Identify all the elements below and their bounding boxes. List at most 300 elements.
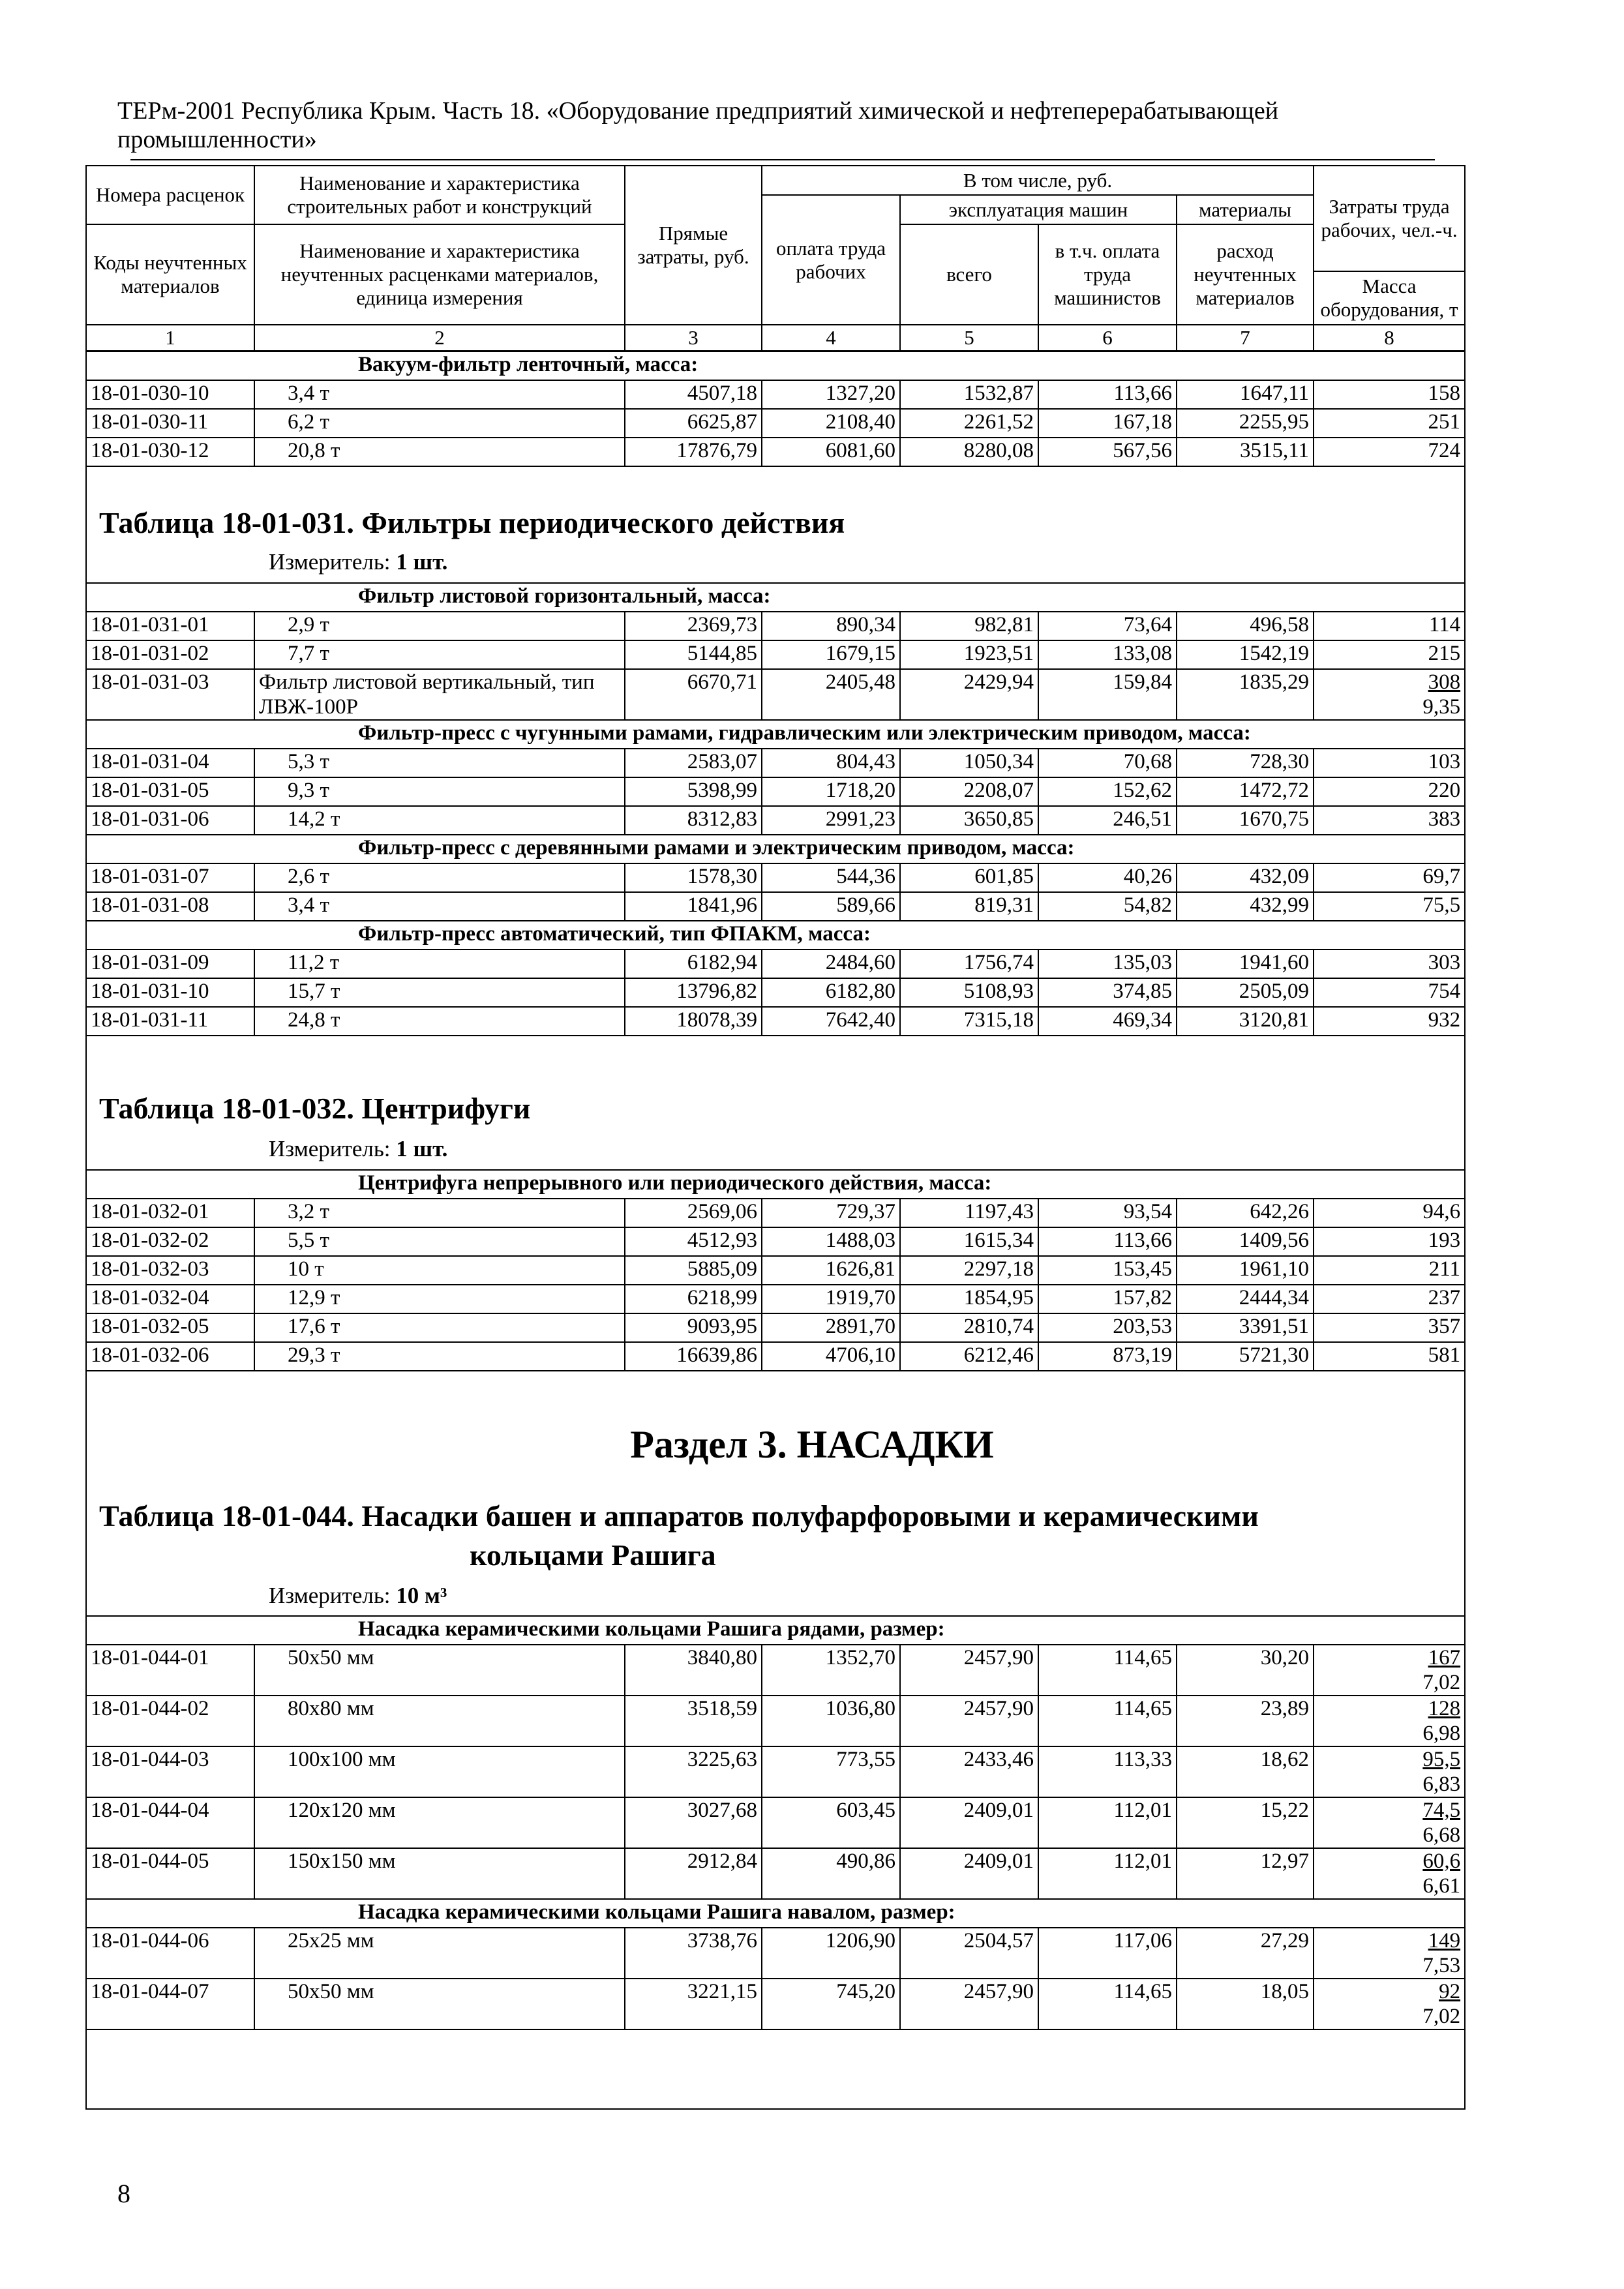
table-031-measure <box>269 548 447 576</box>
row-labor: 6182,80 <box>762 978 900 1007</box>
row-machines: 1050,34 <box>900 749 1038 777</box>
row-materials: 18,05 <box>1177 1979 1314 2029</box>
row-labor: 1352,70 <box>762 1645 900 1696</box>
col8-header-bottom: Масса оборудования, т <box>1314 271 1465 325</box>
row-machinists: 203,53 <box>1038 1313 1177 1342</box>
row-machines: 3650,85 <box>900 806 1038 835</box>
row-code: 18-01-032-01 <box>86 1199 254 1227</box>
group-row: Насадка керамическими кольцами Рашига навалом, размер: <box>86 1899 1465 1928</box>
row-code: 18-01-044-01 <box>86 1645 254 1696</box>
row-mass: 6,61 <box>1422 1874 1461 1898</box>
row-materials: 728,30 <box>1177 749 1314 777</box>
row-direct: 8312,83 <box>625 806 762 835</box>
row-materials: 1647,11 <box>1177 380 1314 409</box>
row-materials: 23,89 <box>1177 1696 1314 1746</box>
table-row <box>86 1342 1465 1371</box>
table-row <box>86 1256 1465 1285</box>
row-materials: 5721,30 <box>1177 1342 1314 1371</box>
row-code: 18-01-044-02 <box>86 1696 254 1746</box>
row-hours-mass <box>1314 669 1465 720</box>
row-machines: 2433,46 <box>900 1746 1038 1797</box>
row-code: 18-01-031-05 <box>86 777 254 806</box>
row-code: 18-01-032-03 <box>86 1256 254 1285</box>
row-hours: 237 <box>1314 1285 1465 1313</box>
row-direct: 13796,82 <box>625 978 762 1007</box>
table-row <box>86 777 1465 806</box>
row-direct: 3027,68 <box>625 1797 762 1848</box>
row-machinists: 117,06 <box>1038 1928 1177 1979</box>
materials-header: материалы <box>1177 195 1314 224</box>
row-labor: 745,20 <box>762 1979 900 2029</box>
row-machinists: 469,34 <box>1038 1007 1177 1036</box>
table-row <box>86 1848 1465 1899</box>
row-labor: 2891,70 <box>762 1313 900 1342</box>
row-hours: 581 <box>1314 1342 1465 1371</box>
row-materials: 1542,19 <box>1177 640 1314 669</box>
machines-header: эксплуатация машин <box>900 195 1177 224</box>
table-row <box>86 1313 1465 1342</box>
row-direct: 5885,09 <box>625 1256 762 1285</box>
row-labor: 1626,81 <box>762 1256 900 1285</box>
table-row <box>86 640 1465 669</box>
row-hours: 114 <box>1314 612 1465 640</box>
measure-value: 10 м³ <box>396 1583 447 1608</box>
row-code: 18-01-031-06 <box>86 806 254 835</box>
row-machines: 982,81 <box>900 612 1038 640</box>
table-row <box>86 1928 1465 1979</box>
col-number: 8 <box>1314 325 1465 351</box>
row-materials: 2255,95 <box>1177 409 1314 438</box>
row-materials: 432,99 <box>1177 892 1314 921</box>
row-hours-mass <box>1314 1848 1465 1899</box>
col-number: 2 <box>254 325 625 351</box>
row-materials: 2444,34 <box>1177 1285 1314 1313</box>
row-name: 9,3 т <box>254 777 625 806</box>
row-hours-mass <box>1314 1928 1465 1979</box>
row-machinists: 152,62 <box>1038 777 1177 806</box>
table-row <box>86 1199 1465 1227</box>
row-labor: 490,86 <box>762 1848 900 1899</box>
row-direct: 5398,99 <box>625 777 762 806</box>
row-materials: 496,58 <box>1177 612 1314 640</box>
table-044-title-line2: кольцами Рашига <box>470 1538 716 1572</box>
row-machinists: 873,19 <box>1038 1342 1177 1371</box>
row-machines: 6212,46 <box>900 1342 1038 1371</box>
col8-header-top: Затраты труда рабочих, чел.-ч. <box>1314 166 1465 271</box>
row-labor: 589,66 <box>762 892 900 921</box>
row-hours: 724 <box>1314 438 1465 466</box>
row-labor: 1919,70 <box>762 1285 900 1313</box>
header-rule <box>130 159 1435 160</box>
table-row <box>86 1746 1465 1797</box>
row-machinists: 135,03 <box>1038 950 1177 978</box>
row-machinists: 114,65 <box>1038 1979 1177 2029</box>
row-labor: 773,55 <box>762 1746 900 1797</box>
table-row <box>86 612 1465 640</box>
group-row: Центрифуга непрерывного или периодического действия, масса: <box>86 1170 1465 1199</box>
row-machines: 2457,90 <box>900 1696 1038 1746</box>
row-direct: 6218,99 <box>625 1285 762 1313</box>
row-code: 18-01-030-12 <box>86 438 254 466</box>
row-machinists: 73,64 <box>1038 612 1177 640</box>
row-labor: 804,43 <box>762 749 900 777</box>
measure-value: 1 шт. <box>396 1136 448 1161</box>
row-name: 29,3 т <box>254 1342 625 1371</box>
row-direct: 4512,93 <box>625 1227 762 1256</box>
row-hours: 75,5 <box>1314 892 1465 921</box>
row-hours: 95,5 <box>1422 1748 1461 1771</box>
row-direct: 3840,80 <box>625 1645 762 1696</box>
row-mass: 6,98 <box>1422 1722 1461 1745</box>
row-materials: 1961,10 <box>1177 1256 1314 1285</box>
row-code: 18-01-031-02 <box>86 640 254 669</box>
group-row: Вакуум-фильтр ленточный, масса: <box>86 352 1465 380</box>
measure-label: Измеритель: <box>269 1583 391 1608</box>
row-labor: 1036,80 <box>762 1696 900 1746</box>
row-machinists: 246,51 <box>1038 806 1177 835</box>
table-row <box>86 863 1465 892</box>
row-mass: 6,83 <box>1422 1773 1461 1796</box>
table-row <box>86 806 1465 835</box>
row-code: 18-01-031-09 <box>86 950 254 978</box>
row-code: 18-01-031-04 <box>86 749 254 777</box>
row-direct: 6625,87 <box>625 409 762 438</box>
row-machines: 1615,34 <box>900 1227 1038 1256</box>
row-hours: 932 <box>1314 1007 1465 1036</box>
row-direct: 3518,59 <box>625 1696 762 1746</box>
group-row: Фильтр-пресс с деревянными рамами и электрическим приводом, масса: <box>86 835 1465 863</box>
row-labor: 2405,48 <box>762 669 900 720</box>
section-title: Раздел 3. НАСАДКИ <box>630 1423 994 1466</box>
row-code: 18-01-030-11 <box>86 409 254 438</box>
measure-value: 1 шт. <box>396 549 448 575</box>
row-name: 100х100 мм <box>254 1746 625 1797</box>
row-name: 2,9 т <box>254 612 625 640</box>
row-machines: 7315,18 <box>900 1007 1038 1036</box>
row-labor: 6081,60 <box>762 438 900 466</box>
row-labor: 7642,40 <box>762 1007 900 1036</box>
row-machinists: 113,33 <box>1038 1746 1177 1797</box>
row-name: 12,9 т <box>254 1285 625 1313</box>
row-direct: 2583,07 <box>625 749 762 777</box>
row-mass: 7,02 <box>1422 2005 1461 2028</box>
row-code: 18-01-044-06 <box>86 1928 254 1979</box>
column-header-table <box>85 165 1466 352</box>
col2-header-top: Наименование и характеристика строительных работ и конструкций <box>254 166 625 224</box>
row-machines: 5108,93 <box>900 978 1038 1007</box>
row-hours: 158 <box>1314 380 1465 409</box>
row-materials: 432,09 <box>1177 863 1314 892</box>
row-materials: 642,26 <box>1177 1199 1314 1227</box>
row-direct: 1578,30 <box>625 863 762 892</box>
row-hours-mass <box>1314 1746 1465 1797</box>
row-materials: 1409,56 <box>1177 1227 1314 1256</box>
row-machines: 1756,74 <box>900 950 1038 978</box>
group-row: Насадка керамическими кольцами Рашига рядами, размер: <box>86 1616 1465 1645</box>
row-name: 5,5 т <box>254 1227 625 1256</box>
row-machinists: 112,01 <box>1038 1797 1177 1848</box>
row-machinists: 114,65 <box>1038 1645 1177 1696</box>
row-machinists: 374,85 <box>1038 978 1177 1007</box>
row-direct: 2369,73 <box>625 612 762 640</box>
table-row <box>86 892 1465 921</box>
row-hours: 251 <box>1314 409 1465 438</box>
row-machines: 2457,90 <box>900 1645 1038 1696</box>
table-031-title: Таблица 18-01-031. Фильтры периодического действия <box>99 506 845 539</box>
row-name: 5,3 т <box>254 749 625 777</box>
row-labor: 1206,90 <box>762 1928 900 1979</box>
row-code: 18-01-032-02 <box>86 1227 254 1256</box>
table-044-measure <box>269 1581 447 1610</box>
table-row <box>86 669 1465 720</box>
row-machinists: 70,68 <box>1038 749 1177 777</box>
row-code: 18-01-031-03 <box>86 669 254 720</box>
row-direct: 3221,15 <box>625 1979 762 2029</box>
row-code: 18-01-032-05 <box>86 1313 254 1342</box>
table-row <box>86 438 1465 466</box>
col-number: 5 <box>900 325 1038 351</box>
row-name: 15,7 т <box>254 978 625 1007</box>
row-direct: 6182,94 <box>625 950 762 978</box>
row-machinists: 157,82 <box>1038 1285 1177 1313</box>
row-machines: 1197,43 <box>900 1199 1038 1227</box>
row-labor: 603,45 <box>762 1797 900 1848</box>
row-direct: 16639,86 <box>625 1342 762 1371</box>
col-number: 6 <box>1038 325 1177 351</box>
table-row <box>86 1979 1465 2029</box>
row-hours: 74,5 <box>1422 1799 1461 1822</box>
row-hours: 149 <box>1428 1929 1461 1952</box>
row-hours: 103 <box>1314 749 1465 777</box>
row-name: 3,4 т <box>254 892 625 921</box>
row-name: 150х150 мм <box>254 1848 625 1899</box>
col-number: 1 <box>86 325 254 351</box>
row-materials: 15,22 <box>1177 1797 1314 1848</box>
row-labor: 1679,15 <box>762 640 900 669</box>
row-machinists: 54,82 <box>1038 892 1177 921</box>
row-machines: 2429,94 <box>900 669 1038 720</box>
row-direct: 5144,85 <box>625 640 762 669</box>
col2-header-bottom: Наименование и характеристика неучтенных расценками материалов, единица измерения <box>254 224 625 325</box>
row-machinists: 40,26 <box>1038 863 1177 892</box>
row-direct: 1841,96 <box>625 892 762 921</box>
table-row <box>86 978 1465 1007</box>
row-labor: 2108,40 <box>762 409 900 438</box>
table-row <box>86 950 1465 978</box>
row-materials: 27,29 <box>1177 1928 1314 1979</box>
row-machines: 2409,01 <box>900 1797 1038 1848</box>
col1-header-bottom: Коды неучтенных материалов <box>86 224 254 325</box>
row-materials: 3120,81 <box>1177 1007 1314 1036</box>
row-labor: 890,34 <box>762 612 900 640</box>
row-machines: 2409,01 <box>900 1848 1038 1899</box>
row-hours: 167 <box>1428 1646 1461 1669</box>
row-machinists: 167,18 <box>1038 409 1177 438</box>
row-machinists: 93,54 <box>1038 1199 1177 1227</box>
row-hours: 357 <box>1314 1313 1465 1342</box>
row-code: 18-01-032-04 <box>86 1285 254 1313</box>
table-row <box>86 1227 1465 1256</box>
including-header: В том числе, руб. <box>762 166 1314 195</box>
machines-total-header: всего <box>900 224 1038 325</box>
row-machines: 2504,57 <box>900 1928 1038 1979</box>
table-032-measure <box>269 1135 447 1163</box>
row-machines: 819,31 <box>900 892 1038 921</box>
table-032-title: Таблица 18-01-032. Центрифуги <box>99 1092 531 1125</box>
col-number: 4 <box>762 325 900 351</box>
table-row <box>86 749 1465 777</box>
table-row <box>86 1007 1465 1036</box>
row-code: 18-01-031-01 <box>86 612 254 640</box>
row-machines: 8280,08 <box>900 438 1038 466</box>
row-labor: 2484,60 <box>762 950 900 978</box>
row-materials: 1941,60 <box>1177 950 1314 978</box>
row-materials: 3391,51 <box>1177 1313 1314 1342</box>
row-machinists: 133,08 <box>1038 640 1177 669</box>
row-name: 17,6 т <box>254 1313 625 1342</box>
row-materials: 12,97 <box>1177 1848 1314 1899</box>
measure-label: Измеритель: <box>269 549 391 575</box>
row-direct: 4507,18 <box>625 380 762 409</box>
row-direct: 18078,39 <box>625 1007 762 1036</box>
row-materials: 1472,72 <box>1177 777 1314 806</box>
row-name: 6,2 т <box>254 409 625 438</box>
row-direct: 2569,06 <box>625 1199 762 1227</box>
row-machinists: 567,56 <box>1038 438 1177 466</box>
col3-header: Прямые затраты, руб. <box>625 166 762 325</box>
row-hours: 303 <box>1314 950 1465 978</box>
group-row: Фильтр-пресс автоматический, тип ФПАКМ, масса: <box>86 921 1465 950</box>
row-materials: 3515,11 <box>1177 438 1314 466</box>
measure-label: Измеритель: <box>269 1136 391 1161</box>
col-number: 7 <box>1177 325 1314 351</box>
row-hours: 754 <box>1314 978 1465 1007</box>
row-code: 18-01-032-06 <box>86 1342 254 1371</box>
row-machinists: 112,01 <box>1038 1848 1177 1899</box>
table-032-body <box>85 1169 1466 1371</box>
row-materials: 2505,09 <box>1177 978 1314 1007</box>
row-hours: 69,7 <box>1314 863 1465 892</box>
row-name: 24,8 т <box>254 1007 625 1036</box>
row-name: 7,7 т <box>254 640 625 669</box>
row-code: 18-01-044-07 <box>86 1979 254 2029</box>
row-hours: 94,6 <box>1314 1199 1465 1227</box>
row-code: 18-01-044-04 <box>86 1797 254 1848</box>
row-name: 11,2 т <box>254 950 625 978</box>
row-machinists: 114,65 <box>1038 1696 1177 1746</box>
table-row <box>86 1696 1465 1746</box>
row-code: 18-01-044-05 <box>86 1848 254 1899</box>
row-hours-mass <box>1314 1797 1465 1848</box>
row-name: 20,8 т <box>254 438 625 466</box>
row-direct: 3738,76 <box>625 1928 762 1979</box>
row-mass: 7,53 <box>1422 1954 1461 1977</box>
row-name: 25х25 мм <box>254 1928 625 1979</box>
row-name: 3,2 т <box>254 1199 625 1227</box>
row-machines: 1532,87 <box>900 380 1038 409</box>
row-mass: 6,68 <box>1422 1823 1461 1847</box>
row-direct: 3225,63 <box>625 1746 762 1797</box>
row-code: 18-01-031-11 <box>86 1007 254 1036</box>
row-materials: 1835,29 <box>1177 669 1314 720</box>
row-direct: 6670,71 <box>625 669 762 720</box>
row-code: 18-01-031-10 <box>86 978 254 1007</box>
row-hours-mass <box>1314 1696 1465 1746</box>
row-code: 18-01-031-08 <box>86 892 254 921</box>
row-labor: 4706,10 <box>762 1342 900 1371</box>
machinists-header: в т.ч. оплата труда машинистов <box>1038 224 1177 325</box>
row-machines: 2261,52 <box>900 409 1038 438</box>
row-hours: 128 <box>1428 1697 1461 1720</box>
col-number: 3 <box>625 325 762 351</box>
row-machines: 1854,95 <box>900 1285 1038 1313</box>
row-labor: 1718,20 <box>762 777 900 806</box>
row-name: 80х80 мм <box>254 1696 625 1746</box>
row-code: 18-01-030-10 <box>86 380 254 409</box>
row-name: 50х50 мм <box>254 1979 625 2029</box>
row-machines: 2810,74 <box>900 1313 1038 1342</box>
unaccounted-materials-header: расход неучтенных материалов <box>1177 224 1314 325</box>
row-machines: 2297,18 <box>900 1256 1038 1285</box>
row-name: 14,2 т <box>254 806 625 835</box>
running-header: ТЕРм-2001 Республика Крым. Часть 18. «Оборудование предприятий химической и нефтеперерабатывающей промышленности» <box>117 97 1279 153</box>
row-hours: 211 <box>1314 1256 1465 1285</box>
row-name: 3,4 т <box>254 380 625 409</box>
row-machines: 1923,51 <box>900 640 1038 669</box>
col1-header-top: Номера расценок <box>86 166 254 224</box>
row-mass: 9,35 <box>1422 695 1461 719</box>
row-hours: 383 <box>1314 806 1465 835</box>
table-row <box>86 1797 1465 1848</box>
row-labor: 1327,20 <box>762 380 900 409</box>
row-mass: 7,02 <box>1422 1671 1461 1694</box>
row-materials: 30,20 <box>1177 1645 1314 1696</box>
page-number: 8 <box>117 2179 130 2208</box>
row-name: 120х120 мм <box>254 1797 625 1848</box>
row-hours-mass <box>1314 1979 1465 2029</box>
row-materials: 18,62 <box>1177 1746 1314 1797</box>
group-row: Фильтр-пресс с чугунными рамами, гидравлическим или электрическим приводом, масса: <box>86 720 1465 749</box>
row-hours: 308 <box>1428 670 1461 694</box>
row-hours: 215 <box>1314 640 1465 669</box>
row-machinists: 113,66 <box>1038 380 1177 409</box>
row-name: 10 т <box>254 1256 625 1285</box>
row-labor: 544,36 <box>762 863 900 892</box>
row-machinists: 113,66 <box>1038 1227 1177 1256</box>
table-row <box>86 409 1465 438</box>
row-machinists: 153,45 <box>1038 1256 1177 1285</box>
row-labor: 729,37 <box>762 1199 900 1227</box>
labor-pay-header: оплата труда рабочих <box>762 195 900 325</box>
group-row: Фильтр листовой горизонтальный, масса: <box>86 583 1465 612</box>
table-row <box>86 1645 1465 1696</box>
table-row <box>86 380 1465 409</box>
row-machines: 2457,90 <box>900 1979 1038 2029</box>
table-044-title-line1: Таблица 18-01-044. Насадки башен и аппаратов полуфарфоровыми и керамическими <box>99 1499 1259 1533</box>
row-materials: 1670,75 <box>1177 806 1314 835</box>
row-name: 50х50 мм <box>254 1645 625 1696</box>
row-hours: 92 <box>1439 1980 1461 2003</box>
row-hours: 193 <box>1314 1227 1465 1256</box>
row-labor: 2991,23 <box>762 806 900 835</box>
row-direct: 17876,79 <box>625 438 762 466</box>
row-direct: 9093,95 <box>625 1313 762 1342</box>
table-row <box>86 1285 1465 1313</box>
row-machines: 2208,07 <box>900 777 1038 806</box>
row-name: 2,6 т <box>254 863 625 892</box>
row-name: Фильтр листовой вертикальный, тип ЛВЖ-100Р <box>254 669 625 720</box>
row-code: 18-01-031-07 <box>86 863 254 892</box>
